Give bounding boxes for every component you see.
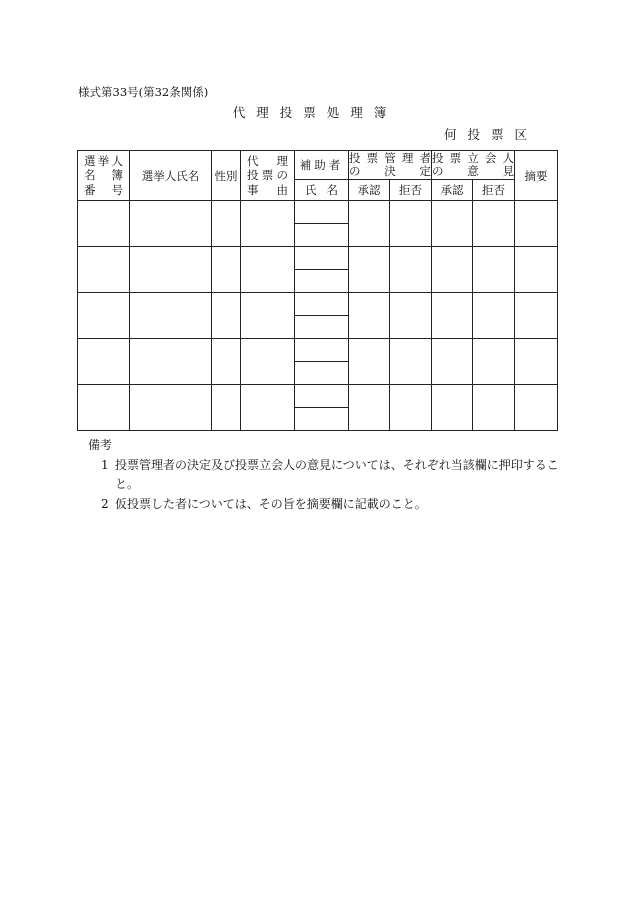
cell-assistant-name-2[interactable] — [295, 316, 349, 339]
cell-witness-reject[interactable] — [473, 201, 515, 247]
cell-witness-approve[interactable] — [432, 201, 473, 247]
cell-witness-reject[interactable] — [473, 385, 515, 431]
header-proxy-reason: 代 理 投票の 事 由 — [241, 151, 295, 201]
page-title: 代理投票処理簿 — [232, 105, 398, 120]
cell-manager-reject[interactable] — [390, 339, 432, 385]
note-item — [101, 456, 561, 494]
cell-manager-approve[interactable] — [349, 385, 390, 431]
cell-witness-approve[interactable] — [432, 247, 473, 293]
cell-remarks[interactable] — [515, 201, 558, 247]
table-row — [78, 293, 558, 316]
header-remarks: 摘要 — [515, 151, 558, 201]
cell-proxy-reason[interactable] — [241, 385, 295, 431]
cell-manager-approve[interactable] — [349, 293, 390, 339]
cell-assistant-name-2[interactable] — [295, 408, 349, 431]
cell-voter-register-number[interactable] — [78, 201, 130, 247]
cell-assistant-name[interactable] — [295, 247, 349, 270]
cell-manager-approve[interactable] — [349, 201, 390, 247]
cell-remarks[interactable] — [515, 385, 558, 431]
table-row — [78, 247, 558, 270]
cell-voter-register-number[interactable] — [78, 385, 130, 431]
header-voter-name: 選挙人氏名 — [130, 151, 212, 201]
cell-remarks[interactable] — [515, 293, 558, 339]
cell-gender[interactable] — [212, 339, 241, 385]
cell-gender[interactable] — [212, 385, 241, 431]
header-row — [78, 151, 558, 180]
note-number: 1 — [101, 458, 109, 472]
form-number: 様式第33号(第32条関係) — [78, 85, 209, 99]
cell-voter-name[interactable] — [130, 385, 212, 431]
table-row — [78, 201, 558, 224]
table-row — [78, 339, 558, 362]
cell-gender[interactable] — [212, 293, 241, 339]
cell-witness-reject[interactable] — [473, 339, 515, 385]
cell-assistant-name-2[interactable] — [295, 270, 349, 293]
cell-proxy-reason[interactable] — [241, 201, 295, 247]
header-witness-reject: 拒否 — [473, 180, 515, 201]
cell-voter-register-number[interactable] — [78, 247, 130, 293]
cell-witness-approve[interactable] — [432, 385, 473, 431]
note-number: 2 — [101, 497, 109, 511]
cell-witness-approve[interactable] — [432, 293, 473, 339]
cell-voter-name[interactable] — [130, 201, 212, 247]
cell-proxy-reason[interactable] — [241, 247, 295, 293]
note-continuation: と。 — [115, 477, 140, 491]
register-body — [78, 201, 558, 431]
cell-witness-reject[interactable] — [473, 293, 515, 339]
table-row — [78, 385, 558, 408]
cell-voter-name[interactable] — [130, 293, 212, 339]
header-witness-opinion: 投票立会人 の 意 見 — [432, 151, 514, 178]
cell-assistant-name[interactable] — [295, 293, 349, 316]
cell-assistant-name[interactable] — [295, 339, 349, 362]
cell-remarks[interactable] — [515, 247, 558, 293]
cell-voter-name[interactable] — [130, 247, 212, 293]
header-gender: 性別 — [212, 151, 241, 201]
header-manager-reject: 拒否 — [390, 180, 432, 201]
cell-proxy-reason[interactable] — [241, 293, 295, 339]
cell-assistant-name[interactable] — [295, 385, 349, 408]
cell-voter-register-number[interactable] — [78, 339, 130, 385]
header-assistant-name: 氏 名 — [295, 180, 349, 201]
cell-assistant-name-2[interactable] — [295, 224, 349, 247]
header-manager-decision: 投票管理者 の 決 定 — [349, 151, 431, 178]
cell-remarks[interactable] — [515, 339, 558, 385]
notes-heading: 備考 — [88, 438, 113, 452]
cell-proxy-reason[interactable] — [241, 339, 295, 385]
cell-assistant-name[interactable] — [295, 201, 349, 224]
proxy-vote-register-table — [77, 150, 558, 431]
cell-witness-reject[interactable] — [473, 247, 515, 293]
header-voter-register-number: 選挙人 名 簿 番 号 — [78, 151, 130, 201]
cell-manager-approve[interactable] — [349, 247, 390, 293]
cell-assistant-name-2[interactable] — [295, 362, 349, 385]
cell-manager-reject[interactable] — [390, 293, 432, 339]
cell-witness-approve[interactable] — [432, 339, 473, 385]
note-text: 仮投票した者については、その旨を摘要欄に記載のこと。 — [115, 497, 427, 511]
cell-gender[interactable] — [212, 247, 241, 293]
cell-manager-approve[interactable] — [349, 339, 390, 385]
cell-manager-reject[interactable] — [390, 247, 432, 293]
header-manager-approve: 承認 — [349, 180, 390, 201]
cell-manager-reject[interactable] — [390, 385, 432, 431]
header-witness-approve: 承認 — [432, 180, 473, 201]
header-assistant: 補助者 — [295, 151, 349, 180]
note-item — [101, 495, 561, 514]
cell-voter-name[interactable] — [130, 339, 212, 385]
note-text: 投票管理者の決定及び投票立会人の意見については、それぞれ当該欄に押印するこ — [115, 458, 559, 472]
cell-voter-register-number[interactable] — [78, 293, 130, 339]
cell-gender[interactable] — [212, 201, 241, 247]
polling-district: 何投票区 — [443, 127, 538, 142]
cell-manager-reject[interactable] — [390, 201, 432, 247]
